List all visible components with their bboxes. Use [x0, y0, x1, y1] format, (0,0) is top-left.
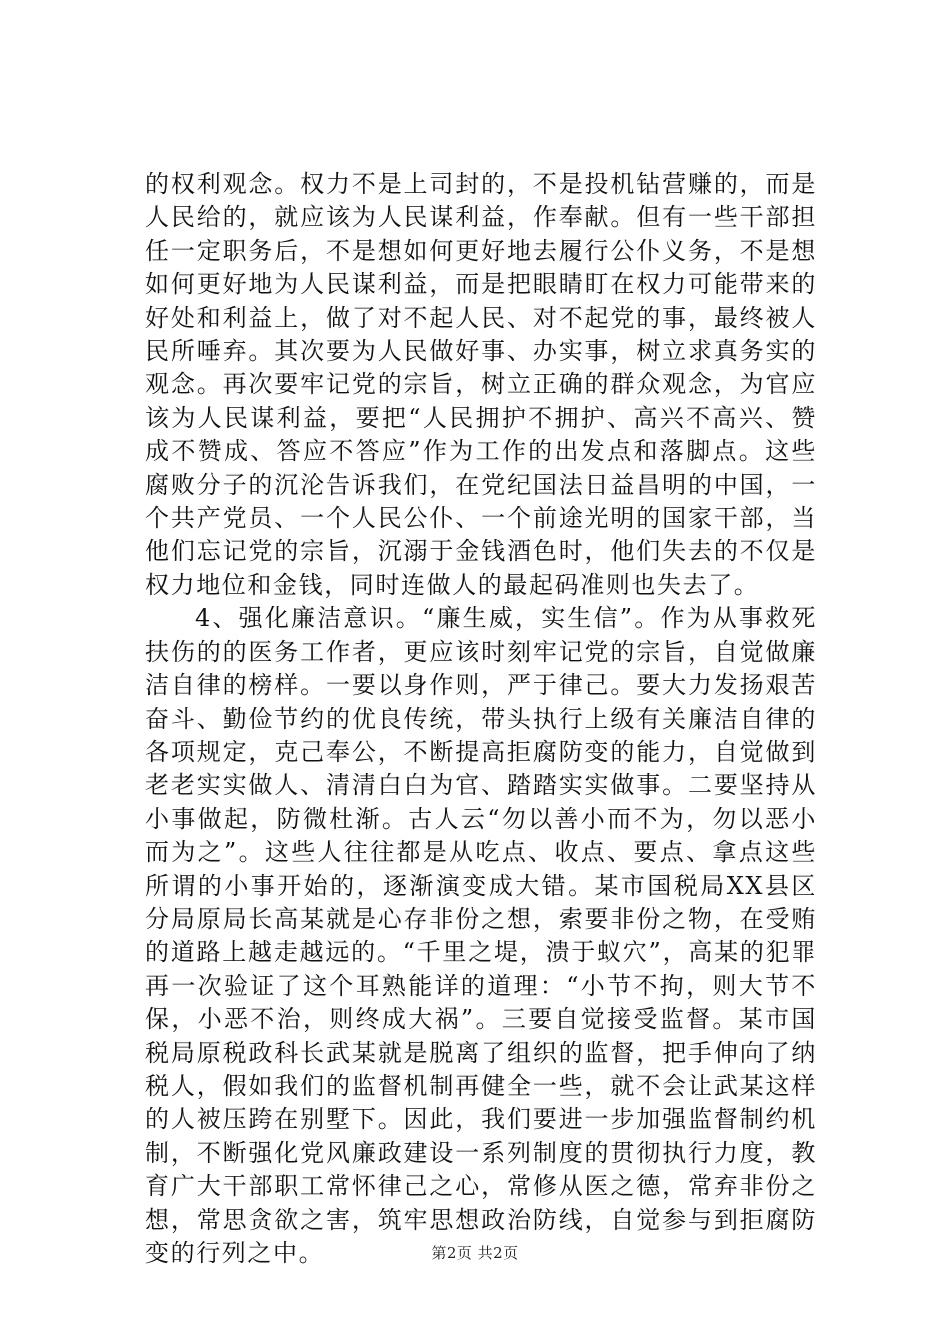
document-body	[145, 168, 817, 1270]
page-footer: 第2页 共2页	[431, 1244, 519, 1262]
paragraph-continuation: 的权利观念。权力不是上司封的，不是投机钻营赚的，而是人民给的，就应该为人民谋利益，作奉献。但有一些干部担任一定职务后，不是想如何更好地去履行公仆义务，不是想如何更好地为人民谋利益，而是把眼睛盯在权力可能带来的好处和利益上，做了对不起人民、对不起党的事，最终被人民所唾弃。其次要为人民做好事、办实事，树立求真务实的观念。再次要牢记党的宗旨，树立正确的群众观念，为官应该为人民谋利益，要把“人民拥护不拥护、高兴不高兴、赞成不赞成、答应不答应”作为工作的出发点和落脚点。这些腐败分子的沉沦告诉我们，在党纪国法日益昌明的中国，一个共产党员、一个人民公仆、一个前途光明的国家干部，当他们忘记党的宗旨，沉溺于金钱酒色时，他们失去的不仅是权力地位和金钱，同时连做人的最起码准则也失去了。	[145, 170, 817, 599]
paragraph-integrity-awareness: 4、强化廉洁意识。“廉生威，实生信”。作为从事救死扶伤的的医务工作者，更应该时刻牢记党的宗旨，自觉做廉洁自律的榜样。一要以身作则，严于律己。要大力发扬艰苦奋斗、勤俭节约的优良传统，带头执行上级有关廉洁自律的各项规定，克己奉公，不断提高拒腐防变的能力，自觉做到老老实实做人、清清白白为官、踏踏实实做事。二要坚持从小事做起，防微杜渐。古人云“勿以善小而不为，勿以恶小而为之”。这些人往往都是从吃点、收点、要点、拿点这些所谓的小事开始的，逐渐演变成大错。某市国税局XX县区分局原局长高某就是心存非份之想，索要非份之物，在受贿的道路上越走越远的。“千里之堤，溃于蚁穴”，高某的犯罪再一次验证了这个耳熟能详的道理：“小节不拘，则大节不保，小恶不治，则终成大祸”。三要自觉接受监督。某市国税局原税政科长武某就是脱离了组织的监督，把手伸向了纳税人，假如我们的监督机制再健全一些，就不会让武某这样的人被压跨在别墅下。因此，我们要进一步加强监督制约机制，不断强化党风廉政建设一系列制度的贯彻执行力度，教育广大干部职工常怀律己之心，常修从医之德，常弃非份之想，常思贪欲之害，筑牢思想政治防线，自觉参与到拒腐防变的行列之中。	[145, 604, 817, 1267]
